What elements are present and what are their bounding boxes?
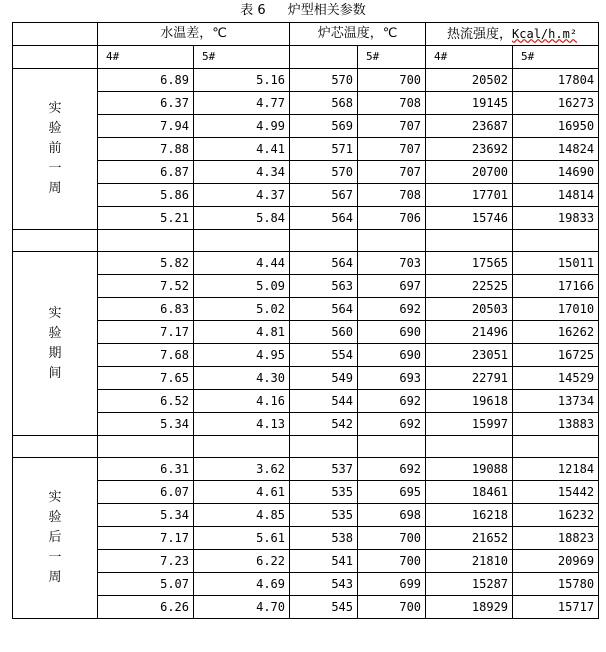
water-diff-4-cell: 6.37	[98, 92, 194, 115]
heat-flux-5-cell: 12184	[513, 458, 599, 481]
core-temp-5-cell: 692	[358, 458, 426, 481]
heat-flux-4-cell: 18929	[426, 596, 513, 619]
core-temp-5-cell: 698	[358, 504, 426, 527]
water-diff-4-cell: 7.23	[98, 550, 194, 573]
heat-flux-5-cell: 14814	[513, 184, 599, 207]
empty-cell	[98, 230, 194, 252]
water-diff-4-cell: 5.07	[98, 573, 194, 596]
table-row	[13, 207, 599, 230]
water-diff-5-cell: 5.61	[194, 527, 290, 550]
heat-flux-5-cell: 16232	[513, 504, 599, 527]
empty-cell	[290, 436, 358, 458]
heat-flux-4-cell: 17565	[426, 252, 513, 275]
table-row	[13, 115, 599, 138]
water-diff-4-cell: 6.07	[98, 481, 194, 504]
heat-flux-5-cell: 13734	[513, 390, 599, 413]
water-diff-4-cell: 6.52	[98, 390, 194, 413]
empty-cell	[290, 230, 358, 252]
water-diff-5-cell: 6.22	[194, 550, 290, 573]
empty-cell	[513, 436, 599, 458]
subheader-5-flux: 5#	[513, 46, 599, 69]
heat-flux-5-cell: 15717	[513, 596, 599, 619]
heat-flux-5-cell: 18823	[513, 527, 599, 550]
water-diff-4-cell: 6.83	[98, 298, 194, 321]
empty-cell	[98, 436, 194, 458]
water-diff-4-cell: 5.34	[98, 413, 194, 436]
heat-flux-4-cell: 23692	[426, 138, 513, 161]
table-row	[13, 161, 599, 184]
core-temp-5-cell: 700	[358, 527, 426, 550]
core-temp-5-cell: 699	[358, 573, 426, 596]
separator-row	[13, 436, 599, 458]
header-heat-flux-label: 热流强度，	[447, 26, 513, 42]
empty-cell	[194, 230, 290, 252]
water-diff-4-cell: 5.82	[98, 252, 194, 275]
water-diff-5-cell: 4.44	[194, 252, 290, 275]
subheader-5-water: 5#	[194, 46, 290, 69]
core-temp-5-cell: 706	[358, 207, 426, 230]
core-temp-5-cell: 707	[358, 161, 426, 184]
heat-flux-4-cell: 15746	[426, 207, 513, 230]
heat-flux-5-cell: 14824	[513, 138, 599, 161]
empty-cell	[426, 436, 513, 458]
heat-flux-4-cell: 20503	[426, 298, 513, 321]
core-temp-4-cell: 544	[290, 390, 358, 413]
heat-flux-4-cell: 17701	[426, 184, 513, 207]
water-diff-4-cell: 5.34	[98, 504, 194, 527]
water-diff-4-cell: 7.17	[98, 321, 194, 344]
core-temp-4-cell: 560	[290, 321, 358, 344]
heat-flux-4-cell: 18461	[426, 481, 513, 504]
core-temp-5-cell: 693	[358, 367, 426, 390]
heat-flux-4-cell: 15997	[426, 413, 513, 436]
furnace-parameters-table	[12, 22, 599, 619]
header-water-temp-diff: 水温差，℃	[98, 23, 290, 46]
subheader-4-core	[290, 46, 358, 69]
core-temp-4-cell: 570	[290, 69, 358, 92]
water-diff-5-cell: 4.37	[194, 184, 290, 207]
table-row	[13, 275, 599, 298]
group-label-cell	[13, 252, 98, 436]
separator-row	[13, 230, 599, 252]
table-number: 表 6	[240, 3, 266, 18]
core-temp-5-cell: 700	[358, 596, 426, 619]
water-diff-5-cell: 4.30	[194, 367, 290, 390]
table-row	[13, 458, 599, 481]
core-temp-4-cell: 570	[290, 161, 358, 184]
water-diff-5-cell: 3.62	[194, 458, 290, 481]
core-temp-4-cell: 545	[290, 596, 358, 619]
core-temp-4-cell: 542	[290, 413, 358, 436]
header-heat-flux-unit: Kcal/h.m²	[512, 26, 578, 41]
core-temp-4-cell: 563	[290, 275, 358, 298]
heat-flux-4-cell: 19088	[426, 458, 513, 481]
water-diff-5-cell: 4.85	[194, 504, 290, 527]
heat-flux-5-cell: 13883	[513, 413, 599, 436]
water-diff-4-cell: 6.87	[98, 161, 194, 184]
water-diff-5-cell: 4.81	[194, 321, 290, 344]
heat-flux-5-cell: 14690	[513, 161, 599, 184]
table-row	[13, 504, 599, 527]
core-temp-4-cell: 538	[290, 527, 358, 550]
water-diff-5-cell: 4.61	[194, 481, 290, 504]
heat-flux-5-cell: 14529	[513, 367, 599, 390]
heat-flux-4-cell: 22791	[426, 367, 513, 390]
table-row	[13, 92, 599, 115]
heat-flux-5-cell: 17804	[513, 69, 599, 92]
core-temp-4-cell: 564	[290, 298, 358, 321]
table-row	[13, 596, 599, 619]
subheader-row	[13, 46, 599, 69]
table-row	[13, 344, 599, 367]
heat-flux-5-cell: 17166	[513, 275, 599, 298]
core-temp-5-cell: 707	[358, 138, 426, 161]
heat-flux-4-cell: 20502	[426, 69, 513, 92]
heat-flux-4-cell: 15287	[426, 573, 513, 596]
heat-flux-4-cell: 19145	[426, 92, 513, 115]
subheader-corner	[13, 46, 98, 69]
heat-flux-4-cell: 21496	[426, 321, 513, 344]
water-diff-4-cell: 5.21	[98, 207, 194, 230]
water-diff-4-cell: 6.31	[98, 458, 194, 481]
table-title: 炉型相关参数	[287, 3, 366, 18]
heat-flux-5-cell: 16725	[513, 344, 599, 367]
core-temp-5-cell: 707	[358, 115, 426, 138]
core-temp-5-cell: 692	[358, 413, 426, 436]
water-diff-4-cell: 6.89	[98, 69, 194, 92]
core-temp-5-cell: 692	[358, 390, 426, 413]
heat-flux-5-cell: 16273	[513, 92, 599, 115]
table-row	[13, 481, 599, 504]
heat-flux-4-cell: 22525	[426, 275, 513, 298]
table-row	[13, 184, 599, 207]
header-row	[13, 23, 599, 46]
core-temp-4-cell: 567	[290, 184, 358, 207]
core-temp-4-cell: 541	[290, 550, 358, 573]
corner-cell	[13, 23, 98, 46]
group-label: 实验前一周	[48, 101, 62, 196]
core-temp-5-cell: 703	[358, 252, 426, 275]
heat-flux-5-cell: 15442	[513, 481, 599, 504]
group-label: 实验期间	[48, 305, 62, 381]
table-row	[13, 550, 599, 573]
table-row	[13, 321, 599, 344]
heat-flux-5-cell: 17010	[513, 298, 599, 321]
core-temp-4-cell: 537	[290, 458, 358, 481]
water-diff-5-cell: 5.16	[194, 69, 290, 92]
core-temp-5-cell: 692	[358, 298, 426, 321]
water-diff-4-cell: 7.52	[98, 275, 194, 298]
core-temp-4-cell: 543	[290, 573, 358, 596]
core-temp-5-cell: 690	[358, 321, 426, 344]
empty-cell	[13, 436, 98, 458]
heat-flux-5-cell: 20969	[513, 550, 599, 573]
table-row	[13, 413, 599, 436]
water-diff-5-cell: 4.99	[194, 115, 290, 138]
water-diff-4-cell: 5.86	[98, 184, 194, 207]
empty-cell	[426, 230, 513, 252]
empty-cell	[358, 436, 426, 458]
table-row	[13, 252, 599, 275]
group-label: 实验后一周	[48, 490, 62, 585]
water-diff-5-cell: 5.09	[194, 275, 290, 298]
table-row	[13, 138, 599, 161]
core-temp-4-cell: 554	[290, 344, 358, 367]
core-temp-4-cell: 568	[290, 92, 358, 115]
water-diff-4-cell: 7.94	[98, 115, 194, 138]
core-temp-5-cell: 708	[358, 184, 426, 207]
table-row	[13, 573, 599, 596]
table-row	[13, 390, 599, 413]
heat-flux-4-cell: 20700	[426, 161, 513, 184]
header-core-temp: 炉芯温度，℃	[290, 23, 426, 46]
water-diff-5-cell: 4.95	[194, 344, 290, 367]
core-temp-4-cell: 535	[290, 504, 358, 527]
water-diff-4-cell: 7.88	[98, 138, 194, 161]
group-label-cell	[13, 69, 98, 230]
empty-cell	[194, 436, 290, 458]
heat-flux-4-cell: 21810	[426, 550, 513, 573]
core-temp-4-cell: 535	[290, 481, 358, 504]
core-temp-4-cell: 569	[290, 115, 358, 138]
heat-flux-5-cell: 15780	[513, 573, 599, 596]
header-heat-flux	[426, 23, 599, 46]
core-temp-5-cell: 695	[358, 481, 426, 504]
heat-flux-4-cell: 21652	[426, 527, 513, 550]
water-diff-5-cell: 5.84	[194, 207, 290, 230]
heat-flux-5-cell: 16950	[513, 115, 599, 138]
core-temp-4-cell: 564	[290, 252, 358, 275]
water-diff-5-cell: 4.69	[194, 573, 290, 596]
core-temp-5-cell: 697	[358, 275, 426, 298]
core-temp-4-cell: 564	[290, 207, 358, 230]
subheader-5-core: 5#	[358, 46, 426, 69]
core-temp-5-cell: 700	[358, 69, 426, 92]
group-label-cell	[13, 458, 98, 619]
empty-cell	[358, 230, 426, 252]
table-row	[13, 367, 599, 390]
subheader-4-flux: 4#	[426, 46, 513, 69]
water-diff-5-cell: 5.02	[194, 298, 290, 321]
subheader-4-water: 4#	[98, 46, 194, 69]
core-temp-5-cell: 708	[358, 92, 426, 115]
water-diff-5-cell: 4.34	[194, 161, 290, 184]
core-temp-5-cell: 700	[358, 550, 426, 573]
heat-flux-4-cell: 23687	[426, 115, 513, 138]
water-diff-5-cell: 4.41	[194, 138, 290, 161]
heat-flux-4-cell: 23051	[426, 344, 513, 367]
water-diff-4-cell: 7.65	[98, 367, 194, 390]
water-diff-5-cell: 4.13	[194, 413, 290, 436]
water-diff-4-cell: 6.26	[98, 596, 194, 619]
empty-cell	[13, 230, 98, 252]
water-diff-5-cell: 4.77	[194, 92, 290, 115]
heat-flux-5-cell: 16262	[513, 321, 599, 344]
table-row	[13, 527, 599, 550]
heat-flux-5-cell: 15011	[513, 252, 599, 275]
water-diff-5-cell: 4.70	[194, 596, 290, 619]
water-diff-4-cell: 7.68	[98, 344, 194, 367]
heat-flux-4-cell: 19618	[426, 390, 513, 413]
water-diff-4-cell: 7.17	[98, 527, 194, 550]
heat-flux-5-cell: 19833	[513, 207, 599, 230]
core-temp-4-cell: 571	[290, 138, 358, 161]
table-row	[13, 69, 599, 92]
core-temp-5-cell: 690	[358, 344, 426, 367]
table-caption	[0, 3, 606, 19]
core-temp-4-cell: 549	[290, 367, 358, 390]
water-diff-5-cell: 4.16	[194, 390, 290, 413]
empty-cell	[513, 230, 599, 252]
table-row	[13, 298, 599, 321]
heat-flux-4-cell: 16218	[426, 504, 513, 527]
